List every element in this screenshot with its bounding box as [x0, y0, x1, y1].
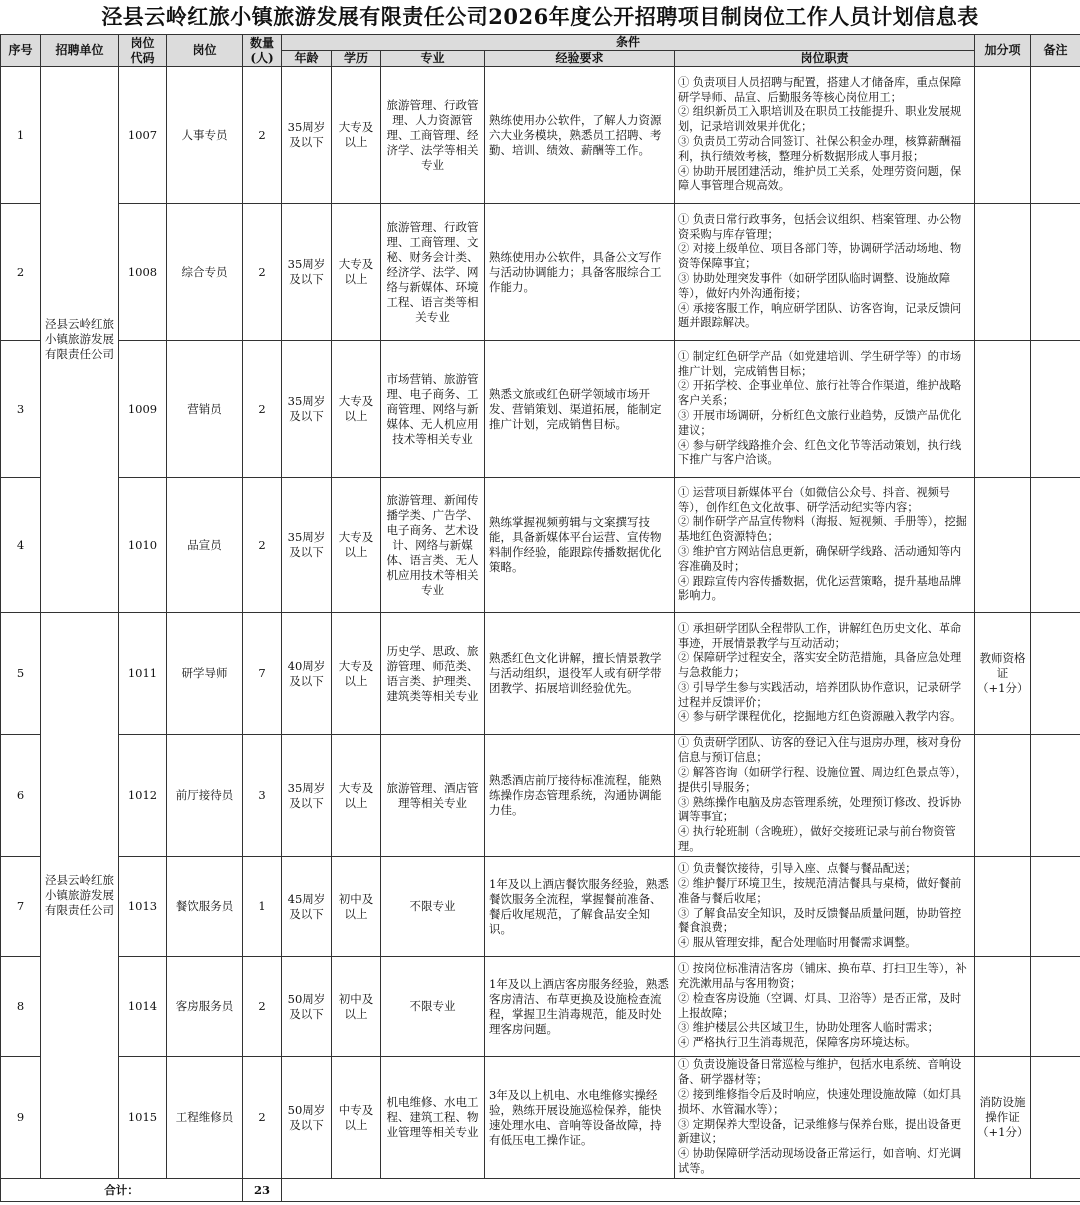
cell-bonus: 消防设施操作证 （+1分） — [975, 1057, 1031, 1179]
duty-item: ① 负责餐饮接待，引导入座、点餐与餐品配送； — [678, 862, 917, 876]
header-code: 岗位 代码 — [119, 35, 167, 67]
cell-seq: 4 — [1, 478, 41, 613]
duty-item: ② 组织新员工入职培训及在职员工技能提升、职业发展规划，记录培训效果并优化； — [678, 105, 962, 134]
cell-exp: 熟练掌握视频剪辑与文案撰写技能，具备新媒体平台运营、宣传物料制作经验，能跟踪传播数据优化策略。 — [485, 478, 675, 613]
duty-item: ② 保障研学过程安全，落实安全防范措施，具备应急处理与急救能力； — [678, 651, 962, 680]
cell-code: 1010 — [119, 478, 167, 613]
header-exp: 经验要求 — [485, 51, 675, 67]
cell-post: 营销员 — [167, 341, 243, 478]
total-label: 合计： — [1, 1179, 243, 1202]
cell-major: 不限专业 — [381, 957, 485, 1057]
cell-edu: 初中及 以上 — [332, 957, 381, 1057]
duty-item: ① 负责日常行政事务，包括会议组织、档案管理、办公物资采购与库存管理； — [678, 212, 962, 241]
cell-major: 旅游管理、新闻传播学类、广告学、电子商务、艺术设计、网络与新媒体、语言类、无人机应用技术等相关专业 — [381, 478, 485, 613]
cell-duty — [675, 613, 975, 735]
cell-exp: 1年及以上酒店客房服务经验，熟悉客房清洁、布草更换及设施检查流程，掌握卫生消毒规范，能及时处理客房问题。 — [485, 957, 675, 1057]
cell-exp: 熟悉文旅或红色研学领域市场开发、营销策划、渠道拓展，能制定推广计划，完成销售目标。 — [485, 341, 675, 478]
table-row — [1, 341, 1080, 478]
header-seq: 序号 — [1, 35, 41, 67]
cell-count: 1 — [243, 857, 282, 957]
duty-item: ② 开拓学校、企事业单位、旅行社等合作渠道，维护战略客户关系； — [678, 379, 962, 408]
cell-seq: 3 — [1, 341, 41, 478]
page-title: 泾县云岭红旅小镇旅游发展有限责任公司2026年度公开招聘项目制岗位工作人员计划信息表 — [101, 4, 979, 29]
cell-post: 研学导师 — [167, 613, 243, 735]
duty-item: ③ 了解食品安全知识，及时反馈餐品质量问题，协助管控餐食浪费； — [678, 906, 962, 935]
duty-item: ① 负责设施设备日常巡检与维护，包括水电系统、音响设备、研学器材等； — [678, 1058, 962, 1087]
total-row — [1, 1179, 1080, 1202]
cell-age: 50周岁 及以下 — [282, 1057, 332, 1179]
cell-code: 1009 — [119, 341, 167, 478]
total-count: 23 — [243, 1179, 282, 1202]
cell-major: 机电维修、水电工程、建筑工程、物业管理等相关专业 — [381, 1057, 485, 1179]
cell-seq: 6 — [1, 735, 41, 857]
duty-item: ① 按岗位标准清洁客房（铺床、换布草、打扫卫生等），补充洗漱用品与客用物资； — [678, 962, 967, 990]
cell-code: 1007 — [119, 67, 167, 204]
table-body — [1, 67, 1080, 1202]
header-post: 岗位 — [167, 35, 243, 67]
header-remark: 备注 — [1031, 35, 1080, 67]
cell-remark — [1031, 857, 1080, 957]
cell-remark — [1031, 957, 1080, 1057]
cell-age: 40周岁 及以下 — [282, 613, 332, 735]
cell-duty — [675, 857, 975, 957]
cell-age: 45周岁 及以下 — [282, 857, 332, 957]
cell-remark — [1031, 341, 1080, 478]
cell-duty — [675, 67, 975, 204]
duty-item: ① 运营项目新媒体平台（如微信公众号、抖音、视频号等），创作红色文化故事、研学活动纪实等内容； — [678, 485, 951, 514]
cell-major: 旅游管理、酒店管理等相关专业 — [381, 735, 485, 857]
cell-age: 35周岁 及以下 — [282, 67, 332, 204]
duty-item: ③ 引导学生参与实践活动，培养团队协作意识，记录研学过程并反馈评价； — [678, 680, 962, 709]
cell-exp: 1年及以上酒店餐饮服务经验，熟悉餐饮服务全流程，掌握餐前准备、餐后收尾规范，了解食品安全知识。 — [485, 857, 675, 957]
cell-seq: 5 — [1, 613, 41, 735]
table-row — [1, 204, 1080, 341]
duty-item: ④ 参与研学线路推介会、红色文化节等活动策划，执行线下推广与客户洽谈。 — [678, 438, 962, 467]
duty-item: ③ 维护楼层公共区域卫生，协助处理客人临时需求； — [678, 1021, 939, 1035]
cell-bonus — [975, 857, 1031, 957]
cell-post: 前厅接待员 — [167, 735, 243, 857]
duty-item: ④ 执行轮班制（含晚班），做好交接班记录与前台物资管理。 — [678, 825, 956, 853]
cell-post: 人事专员 — [167, 67, 243, 204]
duty-item: ① 承担研学团队全程带队工作，讲解红色历史文化、革命事迹，开展情景教学与互动活动； — [678, 621, 962, 650]
cell-age: 35周岁 及以下 — [282, 735, 332, 857]
cell-exp: 熟悉酒店前厅接待标准流程，能熟练操作房态管理系统，沟通协调能力佳。 — [485, 735, 675, 857]
cell-duty — [675, 204, 975, 341]
header-bonus: 加分项 — [975, 35, 1031, 67]
cell-exp: 熟练使用办公软件，了解人力资源六大业务模块，熟悉员工招聘、考勤、培训、绩效、薪酬等工作。 — [485, 67, 675, 204]
duty-item: ② 维护餐厅环境卫生，按规范清洁餐具与桌椅，做好餐前准备与餐后收尾； — [678, 876, 962, 905]
cell-edu: 大专及 以上 — [332, 613, 381, 735]
cell-bonus: 教师资格证 （+1分） — [975, 613, 1031, 735]
cell-bonus — [975, 204, 1031, 341]
cell-unit: 泾县云岭红旅小镇旅游发展有限责任公司 — [41, 67, 119, 613]
cell-count: 2 — [243, 204, 282, 341]
cell-major: 历史学、思政、旅游管理、师范类、语言类、护理类、建筑类等相关专业 — [381, 613, 485, 735]
cell-post: 品宣员 — [167, 478, 243, 613]
duty-item: ④ 跟踪宣传内容传播数据，优化运营策略，提升基地品牌影响力。 — [678, 574, 962, 603]
cell-exp: 熟悉红色文化讲解，擅长情景教学与活动组织，退役军人或有研学带团教学、拓展培训经验优先。 — [485, 613, 675, 735]
duty-item: ③ 开展市场调研，分析红色文旅行业趋势，反馈产品优化建议； — [678, 409, 962, 437]
table-row — [1, 857, 1080, 957]
cell-edu: 初中及 以上 — [332, 857, 381, 957]
cell-age: 50周岁 及以下 — [282, 957, 332, 1057]
duty-item: ④ 协助开展团建活动，维护员工关系，处理劳资问题，保障人事管理合规高效。 — [678, 164, 962, 193]
cell-bonus — [975, 341, 1031, 478]
duty-item: ② 对接上级单位、项目各部门等，协调研学活动场地、物资等保障事宜； — [678, 242, 962, 271]
cell-duty — [675, 957, 975, 1057]
duty-item: ③ 维护官方网站信息更新，确保研学线路、活动通知等内容准确及时； — [678, 545, 962, 573]
cell-count: 3 — [243, 735, 282, 857]
cell-edu: 大专及 以上 — [332, 67, 381, 204]
cell-remark — [1031, 613, 1080, 735]
duty-item: ② 制作研学产品宣传物料（海报、短视频、手册等），挖掘基地红色资源特色； — [678, 515, 967, 544]
duty-item: ③ 定期保养大型设备，记录维修与保养台账，提出设备更新建议； — [678, 1117, 962, 1146]
duty-item: ① 负责项目人员招聘与配置，搭建人才储备库，重点保障研学导师、品宣、后勤服务等核心岗位用工； — [678, 75, 962, 104]
duty-item: ③ 熟练操作电脑及房态管理系统，处理预订修改、投诉协调等事宜； — [678, 795, 962, 824]
cell-count: 2 — [243, 478, 282, 613]
cell-bonus — [975, 67, 1031, 204]
cell-duty — [675, 478, 975, 613]
cell-age: 35周岁 及以下 — [282, 341, 332, 478]
cell-edu: 大专及 以上 — [332, 478, 381, 613]
cell-major: 旅游管理、行政管理、工商管理、文秘、财务会计类、经济学、法学、网络与新媒体、环境工程、语言类等相关专业 — [381, 204, 485, 341]
cell-post: 综合专员 — [167, 204, 243, 341]
cell-code: 1011 — [119, 613, 167, 735]
cell-seq: 1 — [1, 67, 41, 204]
duty-item: ④ 协助保障研学活动现场设备正常运行，如音响、灯光调试等。 — [678, 1147, 962, 1175]
table-row — [1, 735, 1080, 857]
cell-code: 1014 — [119, 957, 167, 1057]
duty-item: ② 接到维修指令后及时响应，快速处理设施故障（如灯具损坏、水管漏水等）； — [678, 1087, 962, 1116]
cell-major: 市场营销、旅游管理、电子商务、工商管理、网络与新媒体、无人机应用技术等相关专业 — [381, 341, 485, 478]
cell-post: 客房服务员 — [167, 957, 243, 1057]
header-duty: 岗位职责 — [675, 51, 975, 67]
cell-code: 1015 — [119, 1057, 167, 1179]
cell-seq: 7 — [1, 857, 41, 957]
cell-edu: 大专及 以上 — [332, 735, 381, 857]
cell-count: 2 — [243, 1057, 282, 1179]
cell-count: 2 — [243, 341, 282, 478]
cell-seq: 2 — [1, 204, 41, 341]
table-row — [1, 67, 1080, 204]
header-count: 数量 (人) — [243, 35, 282, 67]
duty-item: ③ 负责员工劳动合同签订、社保公积金办理，核算薪酬福利，执行绩效考核，整理分析数据形成人事月报； — [678, 135, 962, 163]
cell-remark — [1031, 204, 1080, 341]
cell-remark — [1031, 735, 1080, 857]
duty-item: ④ 承接客服工作，响应研学团队、访客咨询，记录反馈问题并跟踪解决。 — [678, 301, 962, 330]
cell-remark — [1031, 67, 1080, 204]
cell-duty — [675, 341, 975, 478]
duty-item: ③ 协助处理突发事件（如研学团队临时调整、设施故障等），做好内外沟通衔接； — [678, 272, 951, 300]
cell-post: 工程维修员 — [167, 1057, 243, 1179]
cell-age: 35周岁 及以下 — [282, 478, 332, 613]
table-row — [1, 1057, 1080, 1179]
cell-exp: 熟练使用办公软件，具备公文写作与活动协调能力；具备客服综合工作能力。 — [485, 204, 675, 341]
header-age: 年龄 — [282, 51, 332, 67]
cell-major: 旅游管理、行政管理、人力资源管理、工商管理、经济学、法学等相关专业 — [381, 67, 485, 204]
table-row — [1, 613, 1080, 735]
duty-item: ① 负责研学团队、访客的登记入住与退房办理，核对身份信息与预订信息； — [678, 736, 962, 765]
cell-edu: 大专及 以上 — [332, 341, 381, 478]
duty-item: ② 解答咨询（如研学行程、设施位置、周边红色景点等），提供引导服务； — [678, 765, 967, 794]
cell-bonus — [975, 957, 1031, 1057]
cell-duty — [675, 735, 975, 857]
cell-count: 2 — [243, 957, 282, 1057]
cell-bonus — [975, 478, 1031, 613]
cell-bonus — [975, 735, 1031, 857]
cell-count: 7 — [243, 613, 282, 735]
cell-seq: 8 — [1, 957, 41, 1057]
cell-remark — [1031, 478, 1080, 613]
header-conditions: 条件 — [282, 35, 975, 51]
header-edu: 学历 — [332, 51, 381, 67]
cell-code: 1013 — [119, 857, 167, 957]
cell-post: 餐饮服务员 — [167, 857, 243, 957]
duty-item: ④ 严格执行卫生消毒规范，保障客房环境达标。 — [678, 1036, 917, 1050]
cell-code: 1008 — [119, 204, 167, 341]
cell-edu: 中专及 以上 — [332, 1057, 381, 1179]
cell-edu: 大专及 以上 — [332, 204, 381, 341]
header-unit: 招聘单位 — [41, 35, 119, 67]
cell-duty — [675, 1057, 975, 1179]
recruitment-table — [0, 34, 1080, 1202]
table-row — [1, 957, 1080, 1057]
header-major: 专业 — [381, 51, 485, 67]
cell-major: 不限专业 — [381, 857, 485, 957]
duty-item: ① 制定红色研学产品（如党建培训、学生研学等）的市场推广计划，完成销售目标； — [678, 349, 962, 378]
table-row — [1, 478, 1080, 613]
cell-exp: 3年及以上机电、水电维修实操经验，熟练开展设施巡检保养，能快速处理水电、音响等设备故障，持有低压电工操作证。 — [485, 1057, 675, 1179]
cell-age: 35周岁 及以下 — [282, 204, 332, 341]
cell-count: 2 — [243, 67, 282, 204]
duty-item: ④ 服从管理安排，配合处理临时用餐需求调整。 — [678, 936, 917, 950]
cell-remark — [1031, 1057, 1080, 1179]
duty-item: ④ 参与研学课程优化，挖掘地方红色资源融入教学内容。 — [678, 710, 962, 724]
cell-seq: 9 — [1, 1057, 41, 1179]
duty-item: ② 检查客房设施（空调、灯具、卫浴等）是否正常，及时上报故障； — [678, 991, 962, 1020]
cell-unit: 泾县云岭红旅小镇旅游发展有限责任公司 — [41, 613, 119, 1179]
cell-code: 1012 — [119, 735, 167, 857]
total-empty — [282, 1179, 1080, 1202]
